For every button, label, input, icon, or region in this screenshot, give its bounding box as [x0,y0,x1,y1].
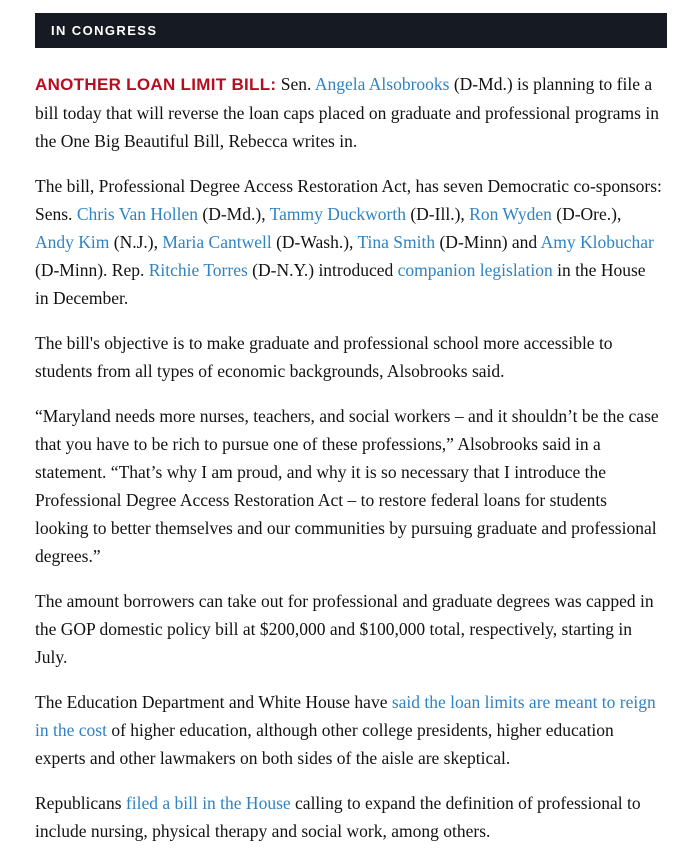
text-segment: of higher education, although other college presidents, higher education experts and other lawmakers on both sides of the aisle are skeptical. [35,720,614,768]
inline-link[interactable]: Ron Wyden [469,204,552,224]
paragraph [35,329,663,385]
text-segment: The Education Department and White House have [35,692,392,712]
text-segment: (D-Wash.), [271,232,358,252]
text-segment: (D-Ore.), [551,204,622,224]
text-segment: Republicans [35,793,126,813]
text-segment: The bill's objective is to make graduate and professional school more accessible to students from all types of economic backgrounds, Alsobrooks said. [35,333,613,381]
inline-link[interactable]: Tina Smith [357,232,436,252]
paragraph-lead-in: ANOTHER LOAN LIMIT BILL: [35,75,277,94]
text-segment: calling to expand the definition of professional to include nursing, physical therapy and social work, among others. [35,793,641,841]
text-segment: “Maryland needs more nurses, teachers, and social workers – and it shouldn’t be the case that you have to be rich to pursue one of these professions,” Alsobrooks said in a statement. “That’s why I am proud, and why it is so necessary that I introduce the Professional Degree Access Restoration Act – to restore federal loans for students looking to better themselves and our communities by pursuing graduate and professional degrees.” [35,406,659,566]
inline-link[interactable]: Chris Van Hollen [76,204,199,224]
text-segment: in the House in December. [35,260,646,308]
article-body [35,70,663,845]
text-segment: (D-Ill.), [405,204,470,224]
inline-link[interactable]: Amy Klobuchar [540,232,654,252]
section-kicker-bar [35,13,667,48]
text-segment: (D-N.Y.) introduced [247,260,398,280]
paragraph [35,789,663,845]
text-segment: (D-Md.), [198,204,270,224]
inline-link[interactable]: filed a bill in the House [125,793,291,813]
paragraph [35,587,663,671]
inline-link[interactable]: Andy Kim [35,232,110,252]
text-segment: (D-Minn) and [435,232,541,252]
inline-link[interactable]: Tammy Duckworth [269,204,406,224]
text-segment: (N.J.), [109,232,163,252]
paragraph [35,172,663,312]
inline-link[interactable]: said the loan limits are meant to reign in the cost [35,692,656,740]
text-segment: (D-Minn). Rep. [35,260,149,280]
inline-link[interactable]: companion legislation [397,260,553,280]
inline-link[interactable]: Angela Alsobrooks [314,74,450,94]
text-segment: (D-Md.) is planning to file a bill today that will reverse the loan caps placed on graduate and professional programs in the One Big Beautiful Bill, Rebecca writes in. [35,74,659,151]
text-segment: The bill, Professional Degree Access Restoration Act, has seven Democratic co-sponsors: Sens. [35,176,662,224]
paragraph [35,402,663,570]
section-kicker-label: IN CONGRESS [51,23,158,38]
text-segment: Sen. [276,74,315,94]
inline-link[interactable]: Ritchie Torres [148,260,248,280]
inline-link[interactable]: Maria Cantwell [162,232,272,252]
text-segment: The amount borrowers can take out for professional and graduate degrees was capped in the GOP domestic policy bill at $200,000 and $100,000 total, respectively, starting in July. [35,591,654,667]
paragraph [35,70,663,155]
paragraph [35,688,663,772]
